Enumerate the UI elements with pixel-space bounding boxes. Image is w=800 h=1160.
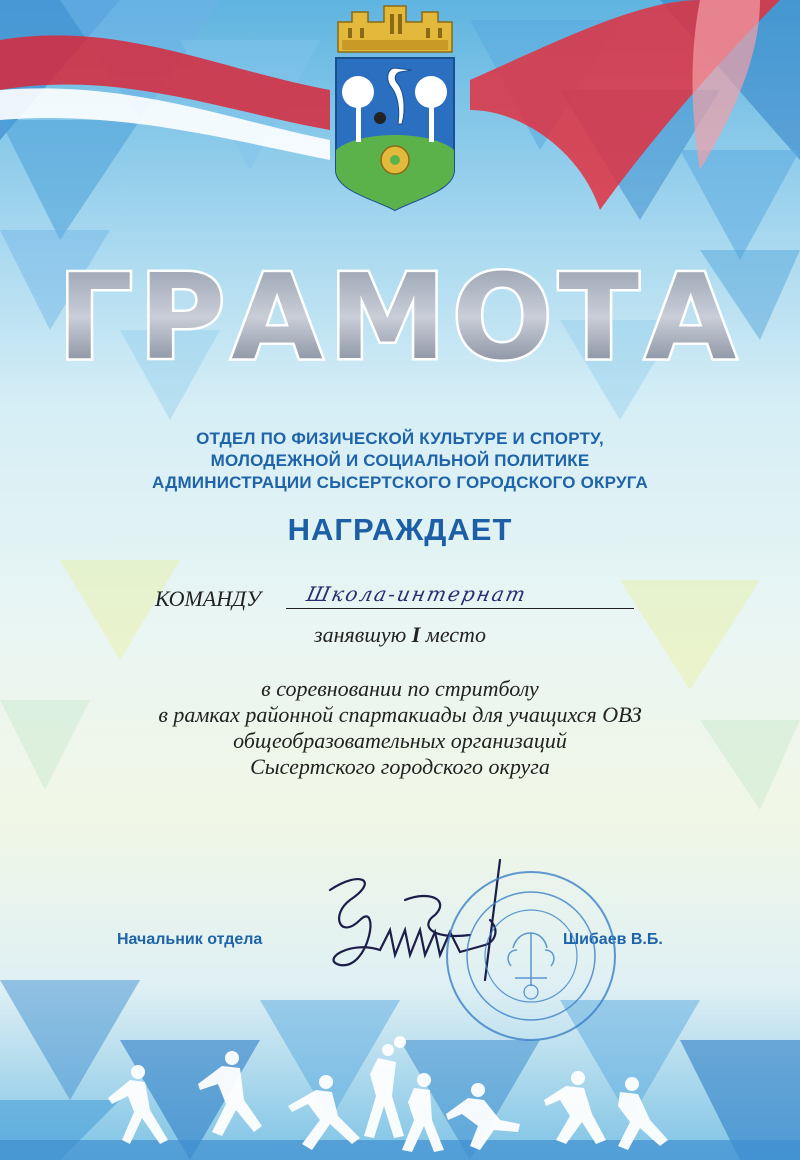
certificate-title xyxy=(57,248,743,386)
place-prefix: занявшую xyxy=(314,622,407,647)
place-suffix: место xyxy=(425,622,486,647)
organization-line-1: ОТДЕЛ ПО ФИЗИЧЕСКОЙ КУЛЬТУРЕ И СПОРТУ, xyxy=(196,429,604,448)
organization-name xyxy=(0,428,800,494)
place-line xyxy=(0,622,800,648)
description-line-3: общеобразовательных организаций xyxy=(233,728,567,753)
description-line-4: Сысертского городского округа xyxy=(250,754,550,779)
team-line xyxy=(155,582,655,616)
official-seal-stamp xyxy=(443,868,619,1044)
award-description xyxy=(0,676,800,780)
place-number: I xyxy=(411,622,421,647)
awards-heading: НАГРАЖДАЕТ xyxy=(287,512,513,547)
signatory-name: Шибаев В.Б. xyxy=(563,931,663,948)
team-underline xyxy=(286,608,634,609)
team-label: КОМАНДУ xyxy=(155,586,261,611)
svg-text:ГРАМОТА: ГРАМОТА xyxy=(57,248,743,386)
signatory-title: Начальник отдела xyxy=(117,931,263,948)
description-line-1: в соревновании по стритболу xyxy=(261,676,539,701)
organization-line-3: АДМИНИСТРАЦИИ СЫСЕРТСКОГО ГОРОДСКОГО ОКРУГА xyxy=(152,473,648,492)
athlete-silhouettes xyxy=(0,1040,800,1160)
coat-of-arms-emblem xyxy=(328,0,462,215)
team-handwritten-value: Школа-интернат xyxy=(304,582,530,606)
description-line-2: в рамках районной спартакиады для учащихся ОВЗ xyxy=(158,702,642,727)
organization-line-2: МОЛОДЕЖНОЙ И СОЦИАЛЬНОЙ ПОЛИТИКЕ xyxy=(210,451,590,470)
